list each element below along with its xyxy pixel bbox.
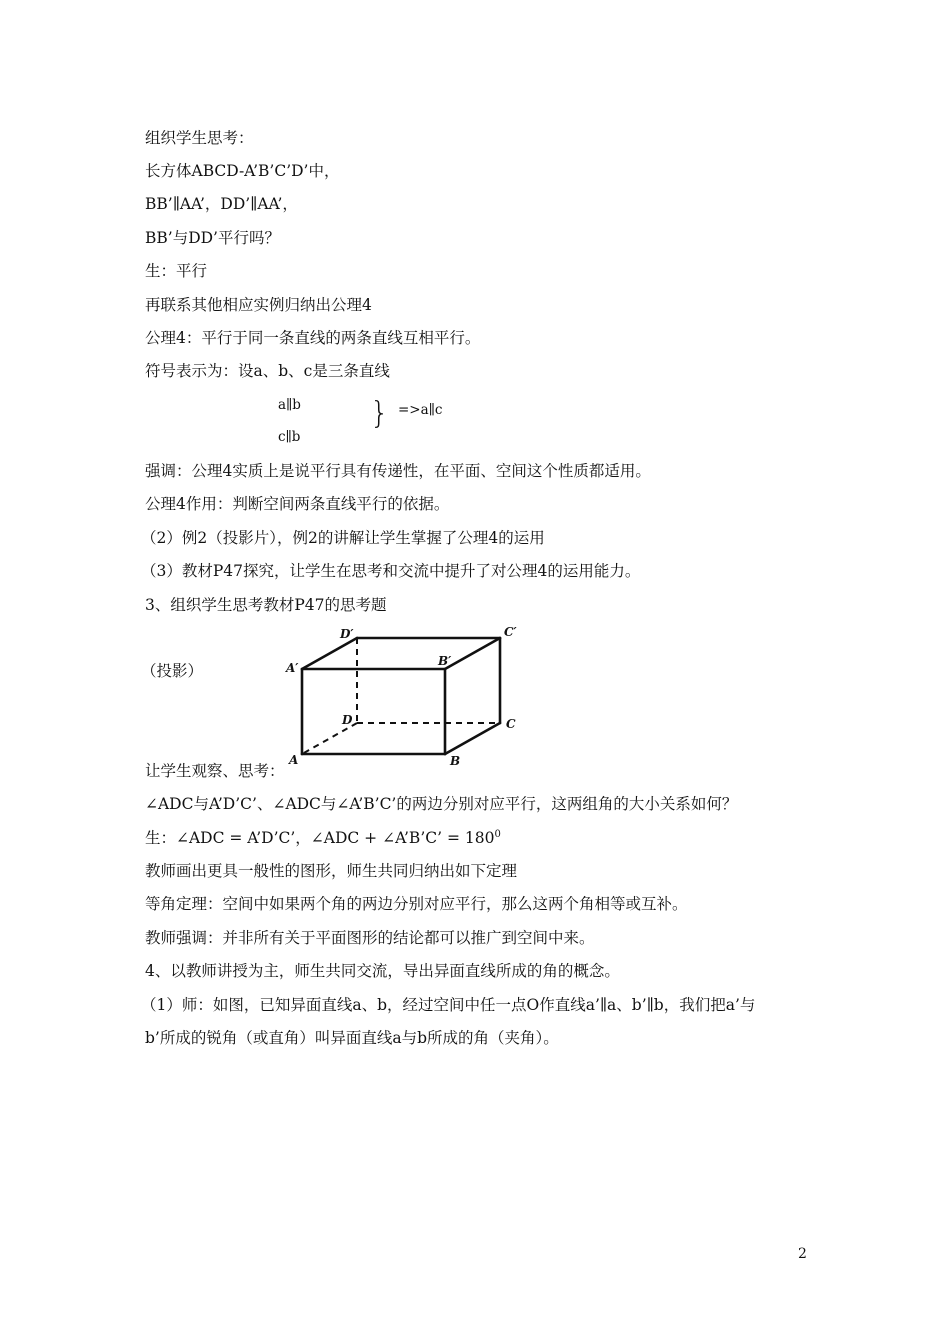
text-line: BB’∥AA’，DD’∥AA’， <box>145 195 298 213</box>
vertex-label-d: D <box>342 713 353 727</box>
text-line: 3、组织学生思考教材P47的思考题 <box>145 596 387 614</box>
vertex-label-a-prime: A′ <box>286 661 299 675</box>
formula-conclusion: =>a∥c <box>398 402 443 418</box>
page-number: 2 <box>798 1246 807 1262</box>
text-line: 组织学生思考： <box>145 129 254 147</box>
text-line: 公理4作用：判断空间两条直线平行的依据。 <box>145 495 450 513</box>
degree-superscript: 0 <box>494 828 501 840</box>
text-line: （2）例2（投影片），例2的讲解让学生掌握了公理4的运用 <box>141 529 545 547</box>
text-line: 公理4：平行于同一条直线的两条直线互相平行。 <box>145 329 481 347</box>
text-line: 教师画出更具一般性的图形，师生共同归纳出如下定理 <box>145 862 518 880</box>
answer-text: 生：∠ADC = A’D’C’，∠ADC + ∠A’B’C’ = 180 <box>145 829 495 847</box>
formula-premise-2: c∥b <box>278 429 301 445</box>
text-line: BB’与DD’平行吗？ <box>145 229 280 247</box>
text-line: b’所成的锐角（或直角）叫异面直线a与b所成的角（夹角）。 <box>145 1029 559 1047</box>
vertex-label-c-prime: C′ <box>504 625 517 639</box>
text-line: 长方体ABCD-A’B’C’D’中， <box>145 162 340 180</box>
vertex-label-a: A <box>289 753 299 767</box>
text-line: （3）教材P47探究，让学生在思考和交流中提升了对公理4的运用能力。 <box>141 562 641 580</box>
vertex-label-c: C <box>506 717 516 731</box>
text-line: （投影） <box>141 662 204 680</box>
formula-premise-1: a∥b <box>278 397 301 413</box>
text-line: 生：平行 <box>145 262 208 280</box>
cuboid-figure <box>280 624 530 774</box>
text-line: 4、以教师讲授为主，师生共同交流，导出异面直线所成的角的概念。 <box>145 962 620 980</box>
text-line: 让学生观察、思考： <box>145 762 285 780</box>
text-line <box>145 828 501 848</box>
text-line: 再联系其他相应实例归纳出公理4 <box>145 296 372 314</box>
text-line: 符号表示为：设a、b、c是三条直线 <box>145 362 390 380</box>
text-line: 强调：公理4实质上是说平行具有传递性，在平面、空间这个性质都适用。 <box>145 462 651 480</box>
vertex-label-b: B <box>450 754 461 768</box>
vertex-label-d-prime: D′ <box>340 627 354 641</box>
text-line: （1）师：如图，已知异面直线a、b，经过空间中任一点O作直线a’∥a、b’∥b，我们把a’与 <box>141 996 756 1014</box>
formula-brace: } <box>370 396 390 431</box>
text-line: 等角定理：空间中如果两个角的两边分别对应平行，那么这两个角相等或互补。 <box>145 895 688 913</box>
text-line: ∠ADC与A’D’C’、∠ADC与∠A’B’C’的两边分别对应平行，这两组角的大小关系如何？ <box>145 795 738 813</box>
vertex-label-b-prime: B′ <box>438 654 452 668</box>
text-line: 教师强调：并非所有关于平面图形的结论都可以推广到空间中来。 <box>145 929 595 947</box>
